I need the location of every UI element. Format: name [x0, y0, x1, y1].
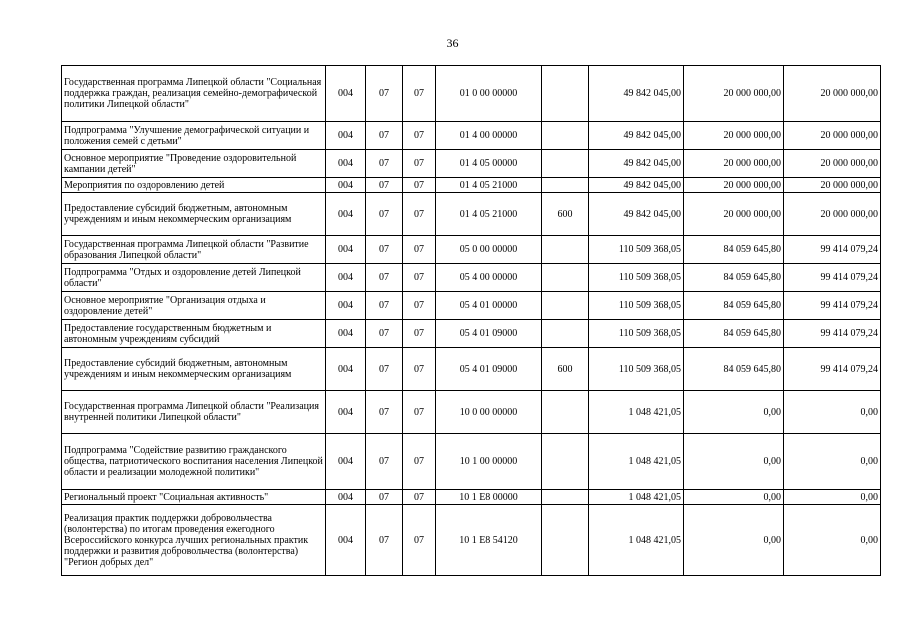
sum-2022-cell: 20 000 000,00 [684, 193, 784, 236]
rz-cell: 07 [366, 150, 403, 178]
sum-2021-cell: 110 509 368,05 [589, 320, 684, 348]
ved-cell: 004 [326, 490, 366, 505]
pr-cell: 07 [403, 490, 436, 505]
vr-cell: 600 [542, 348, 589, 391]
vr-cell [542, 292, 589, 320]
ved-cell: 004 [326, 264, 366, 292]
table-row [62, 178, 881, 193]
row-name-cell: Основное мероприятие "Проведение оздоровительной кампании детей" [62, 150, 326, 178]
rz-cell: 07 [366, 348, 403, 391]
table-row [62, 264, 881, 292]
vr-cell [542, 236, 589, 264]
ved-cell: 004 [326, 434, 366, 490]
row-name-cell: Основное мероприятие "Организация отдыха и оздоровление детей" [62, 292, 326, 320]
table-row [62, 292, 881, 320]
sum-2022-cell: 20 000 000,00 [684, 122, 784, 150]
table-row [62, 391, 881, 434]
csr-cell: 01 4 05 21000 [436, 193, 542, 236]
sum-2022-cell: 0,00 [684, 490, 784, 505]
row-name-cell: Государственная программа Липецкой области "Социальная поддержка граждан, реализация семейно-демографической политики Липецкой области" [62, 66, 326, 122]
ved-cell: 004 [326, 193, 366, 236]
csr-cell: 01 4 05 21000 [436, 178, 542, 193]
vr-cell [542, 122, 589, 150]
pr-cell: 07 [403, 150, 436, 178]
row-name-cell: Предоставление субсидий бюджетным, автономным учреждениям и иным некоммерческим организациям [62, 348, 326, 391]
rz-cell: 07 [366, 178, 403, 193]
ved-cell: 004 [326, 236, 366, 264]
rz-cell: 07 [366, 505, 403, 576]
sum-2023-cell: 0,00 [784, 434, 881, 490]
vr-cell [542, 391, 589, 434]
sum-2022-cell: 84 059 645,80 [684, 348, 784, 391]
table-row [62, 66, 881, 122]
sum-2021-cell: 49 842 045,00 [589, 178, 684, 193]
csr-cell: 05 4 01 09000 [436, 348, 542, 391]
sum-2023-cell: 0,00 [784, 490, 881, 505]
sum-2022-cell: 84 059 645,80 [684, 236, 784, 264]
pr-cell: 07 [403, 391, 436, 434]
pr-cell: 07 [403, 264, 436, 292]
ved-cell: 004 [326, 178, 366, 193]
sum-2021-cell: 49 842 045,00 [589, 193, 684, 236]
ved-cell: 004 [326, 348, 366, 391]
row-name-cell: Мероприятия по оздоровлению детей [62, 178, 326, 193]
csr-cell: 10 1 00 00000 [436, 434, 542, 490]
sum-2021-cell: 110 509 368,05 [589, 292, 684, 320]
sum-2022-cell: 84 059 645,80 [684, 264, 784, 292]
csr-cell: 10 1 E8 54120 [436, 505, 542, 576]
sum-2022-cell: 84 059 645,80 [684, 320, 784, 348]
table-row [62, 434, 881, 490]
vr-cell [542, 320, 589, 348]
sum-2023-cell: 20 000 000,00 [784, 150, 881, 178]
vr-cell [542, 264, 589, 292]
pr-cell: 07 [403, 320, 436, 348]
vr-cell [542, 178, 589, 193]
ved-cell: 004 [326, 292, 366, 320]
table-row [62, 348, 881, 391]
rz-cell: 07 [366, 490, 403, 505]
sum-2021-cell: 49 842 045,00 [589, 122, 684, 150]
sum-2023-cell: 20 000 000,00 [784, 66, 881, 122]
csr-cell: 05 4 01 09000 [436, 320, 542, 348]
rz-cell: 07 [366, 122, 403, 150]
row-name-cell: Государственная программа Липецкой области "Реализация внутренней политики Липецкой области" [62, 391, 326, 434]
rz-cell: 07 [366, 391, 403, 434]
sum-2023-cell: 20 000 000,00 [784, 122, 881, 150]
pr-cell: 07 [403, 505, 436, 576]
pr-cell: 07 [403, 348, 436, 391]
pr-cell: 07 [403, 193, 436, 236]
csr-cell: 01 0 00 00000 [436, 66, 542, 122]
page-number: 36 [446, 36, 459, 50]
sum-2021-cell: 1 048 421,05 [589, 490, 684, 505]
vr-cell [542, 66, 589, 122]
pr-cell: 07 [403, 292, 436, 320]
table-row [62, 193, 881, 236]
rz-cell: 07 [366, 320, 403, 348]
vr-cell [542, 490, 589, 505]
sum-2022-cell: 20 000 000,00 [684, 66, 784, 122]
rz-cell: 07 [366, 66, 403, 122]
pr-cell: 07 [403, 178, 436, 193]
table-row [62, 150, 881, 178]
vr-cell [542, 505, 589, 576]
vr-cell [542, 434, 589, 490]
csr-cell: 01 4 05 00000 [436, 150, 542, 178]
row-name-cell: Подпрограмма "Отдых и оздоровление детей Липецкой области" [62, 264, 326, 292]
rz-cell: 07 [366, 236, 403, 264]
ved-cell: 004 [326, 320, 366, 348]
csr-cell: 01 4 00 00000 [436, 122, 542, 150]
pr-cell: 07 [403, 236, 436, 264]
rz-cell: 07 [366, 264, 403, 292]
sum-2023-cell: 20 000 000,00 [784, 178, 881, 193]
row-name-cell: Подпрограмма "Улучшение демографической ситуации и положения семей с детьми" [62, 122, 326, 150]
csr-cell: 10 1 E8 00000 [436, 490, 542, 505]
table-row [62, 236, 881, 264]
sum-2023-cell: 0,00 [784, 505, 881, 576]
ved-cell: 004 [326, 122, 366, 150]
ved-cell: 004 [326, 505, 366, 576]
sum-2022-cell: 84 059 645,80 [684, 292, 784, 320]
sum-2022-cell: 0,00 [684, 434, 784, 490]
table-row [62, 505, 881, 576]
sum-2023-cell: 99 414 079,24 [784, 264, 881, 292]
budget-table [61, 65, 881, 576]
csr-cell: 05 0 00 00000 [436, 236, 542, 264]
sum-2021-cell: 1 048 421,05 [589, 391, 684, 434]
rz-cell: 07 [366, 292, 403, 320]
csr-cell: 05 4 00 00000 [436, 264, 542, 292]
row-name-cell: Реализация практик поддержки добровольчества (волонтерства) по итогам проведения ежегодного Всероссийского конкурса лучших региональных практик поддержки и развития добровольчества (волонтерства) "Регион добрых дел" [62, 505, 326, 576]
ved-cell: 004 [326, 150, 366, 178]
sum-2023-cell: 99 414 079,24 [784, 292, 881, 320]
row-name-cell: Региональный проект "Социальная активность" [62, 490, 326, 505]
table-row [62, 122, 881, 150]
ved-cell: 004 [326, 391, 366, 434]
sum-2021-cell: 110 509 368,05 [589, 236, 684, 264]
pr-cell: 07 [403, 434, 436, 490]
row-name-cell: Государственная программа Липецкой области "Развитие образования Липецкой области" [62, 236, 326, 264]
sum-2021-cell: 110 509 368,05 [589, 264, 684, 292]
table-row [62, 320, 881, 348]
sum-2021-cell: 1 048 421,05 [589, 434, 684, 490]
row-name-cell: Подпрограмма "Содействие развитию гражданского общества, патриотического воспитания населения Липецкой области и реализации молодежной политики" [62, 434, 326, 490]
pr-cell: 07 [403, 122, 436, 150]
sum-2021-cell: 49 842 045,00 [589, 66, 684, 122]
csr-cell: 05 4 01 00000 [436, 292, 542, 320]
vr-cell: 600 [542, 193, 589, 236]
sum-2022-cell: 20 000 000,00 [684, 178, 784, 193]
sum-2022-cell: 20 000 000,00 [684, 150, 784, 178]
sum-2023-cell: 99 414 079,24 [784, 348, 881, 391]
sum-2023-cell: 0,00 [784, 391, 881, 434]
sum-2023-cell: 99 414 079,24 [784, 320, 881, 348]
sum-2023-cell: 99 414 079,24 [784, 236, 881, 264]
table-row [62, 490, 881, 505]
sum-2021-cell: 1 048 421,05 [589, 505, 684, 576]
ved-cell: 004 [326, 66, 366, 122]
rz-cell: 07 [366, 434, 403, 490]
vr-cell [542, 150, 589, 178]
sum-2021-cell: 110 509 368,05 [589, 348, 684, 391]
sum-2021-cell: 49 842 045,00 [589, 150, 684, 178]
csr-cell: 10 0 00 00000 [436, 391, 542, 434]
row-name-cell: Предоставление субсидий бюджетным, автономным учреждениям и иным некоммерческим организациям [62, 193, 326, 236]
sum-2022-cell: 0,00 [684, 505, 784, 576]
sum-2022-cell: 0,00 [684, 391, 784, 434]
row-name-cell: Предоставление государственным бюджетным и автономным учреждениям субсидий [62, 320, 326, 348]
sum-2023-cell: 20 000 000,00 [784, 193, 881, 236]
pr-cell: 07 [403, 66, 436, 122]
rz-cell: 07 [366, 193, 403, 236]
